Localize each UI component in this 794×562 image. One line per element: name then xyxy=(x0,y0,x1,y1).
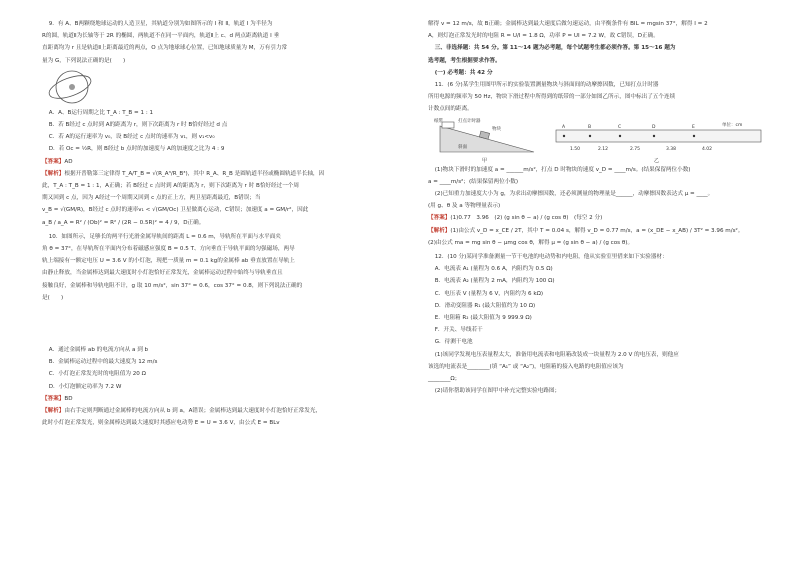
q10-line-5: 接触良好，金属棒和导轨电阻不计，g 取 10 m/s²，sin 37° = 0.6，cos 37° = 0.8，则下列说法正确的 xyxy=(42,282,303,289)
q9-answer-value: AD xyxy=(64,158,73,165)
q9-answer xyxy=(42,156,377,168)
rail-figure-area xyxy=(42,304,377,344)
label-slope: 斜面 xyxy=(458,144,467,150)
tape-unit: 单位：cm xyxy=(722,122,743,128)
q11-analysis-2: (2)由公式 ma = mg sin θ − μmg cos θ，解得 μ = (g sin θ − a) / (g cos θ)。 xyxy=(428,239,634,246)
q12-line-11: ________Ω； xyxy=(428,376,461,383)
label-block: 物块 xyxy=(492,126,501,132)
q9-analysis-5: a_B / a_A = R² / (Ob)² = R² / (2R − 0.5R)² = 4 / 9，D正确。 xyxy=(42,219,205,226)
q12-line-9: (1)该同学发现电压表量程太大，准备用电流表和电阻箱改装成一块量程为 2.0 V 的电压表，则他应 xyxy=(434,351,679,358)
q9-line-1: 9．有 A、B两颗绕地球运动的人造卫星，其轨道分别为如图所示的 Ⅰ 和 Ⅱ，轨道 Ⅰ 为半径为 xyxy=(48,21,273,27)
analysis-tag: 【解析】 xyxy=(42,408,65,415)
q9-analysis-4: v_B = √(GM/R)，B经过 c 点时的速率v₁ < √(GM/Oc) 卫星做离心运动，C错误；加速度 a = GM/r²，因此 xyxy=(42,207,309,214)
tape-dist-1: 1.50 xyxy=(570,146,581,152)
q12-line-3: B．电流表 A₂ (量程为 2 mA，内阻约为 100 Ω) xyxy=(434,278,555,285)
q12-line-7: F．开关、导线若干 xyxy=(434,327,483,334)
q11-line-2: 所用电源的频率为 50 Hz，物块下滑过程中所得到的纸带的一部分如图乙所示，图中标出了五个连续 xyxy=(428,94,676,101)
q12-line-12: (2)请你帮助该同学在图甲中补充完整实验电路图； xyxy=(434,388,561,395)
q9-line-3: 直距离均为 r 且是轨道Ⅱ上距离最近的两点，O 点为地球球心位置，已知地球质量为 M，万有引力常 xyxy=(42,45,288,52)
q9-analysis-3: 期又回到 c 点，因为 A经过一个周期又回到 c 点的正上方，两卫星距离最近，B错误；当 xyxy=(42,195,261,202)
q12-line-4: C．电压表 V (量程为 6 V，内阻约为 6 kΩ) xyxy=(434,290,544,297)
q9-option-d: D．若 Oc = ½R，则 B经过 b 点时的加速度与 A的加速度之比为 4 : 9 xyxy=(48,146,225,153)
q11-answer-value: (1)0.77 3.96 (2) (g sin θ − a) / (g cos θ) (每空 2 分) xyxy=(450,215,603,222)
tape-point-d-dot xyxy=(653,134,655,136)
q9-option-a: A．A、B运行周期之比 T_A : T_B = 1 : 1 xyxy=(48,109,154,116)
timer-box xyxy=(442,122,454,128)
q10-answer xyxy=(42,393,377,405)
q9-option-b: B．若 B经过 c 点时到 A的距离为 r，则下次距离为 r 时 B恰好经过 d 点 xyxy=(48,122,228,129)
tape-point-e: E xyxy=(692,124,695,130)
figure-b-tape xyxy=(554,116,764,164)
tape-point-d: D xyxy=(652,124,656,130)
answer-tag: 【答案】 xyxy=(42,158,65,165)
q9-analysis-2: 此，T_A : T_B = 1 : 1，A正确；若 B经过 c 点时到 A的距离为 r，则下次距离为 r 时 B恰好经过一个周 xyxy=(42,183,299,190)
q10-option-c: C．小灯泡正常发光时的电阻值为 20 Ω xyxy=(48,371,146,378)
left-column xyxy=(42,18,377,429)
q10-line-3: 轨上端接有一额定电压 U = 3.6 V 的小灯泡，现把一质量 m = 0.1 kg的金属棒 ab 垂直放置在导轨上 xyxy=(42,258,295,265)
section-title-1: 三、非选择题：共 54 分。第 11～14 题为必考题，每个试题考生都必须作答。第 15～16 题为 xyxy=(434,45,676,52)
section-title-2: 选考题，考生根据要求作答。 xyxy=(428,57,501,64)
tape-dist-2: 2.12 xyxy=(598,146,609,152)
q10-line-2: 角 θ = 37°，在导轨所在平面内分布着磁感应强度 B = 0.5 T、方向垂直于导轨平面的匀强磁场，两导 xyxy=(42,246,295,253)
q9-line-4: 量为 G，下列说法正确的是( ) xyxy=(42,57,126,64)
q11-analysis-text-1: (1)由公式 v_D = x_CE / 2T，其中 T = 0.04 s，解得 v_D = 0.77 m/s，a = (x_DE − x_AB) / 3T² = 3.96 m/s²。 xyxy=(450,227,744,234)
q12-line-2: A．电流表 A₁ (量程为 0.6 A，内阻约为 0.5 Ω) xyxy=(434,266,553,273)
analysis-tag: 【解析】 xyxy=(428,227,451,234)
q11-part-1b: a = ____m/s²；(结果保留两位小数) xyxy=(428,178,519,185)
q11-answer xyxy=(428,212,768,224)
caption-a: 甲 xyxy=(482,157,488,164)
q11-part-1: (1)物块下滑时的加速度 a = ______m/s²，打点 D 时物块的速度 v_D = ____m/s。(结果保留两位小数) xyxy=(434,166,691,173)
tape-dist-3: 2.75 xyxy=(630,146,641,152)
q10-cont-1: 解得 v = 12 m/s，故 B正确；金属棒达到最大速度后做匀速运动，由平衡条件有 BIL = mgsin 37°，解得 I = 2 xyxy=(428,21,708,27)
label-timer: 打点计时器 xyxy=(458,118,481,124)
answer-tag: 【答案】 xyxy=(42,395,65,402)
analysis-tag: 【解析】 xyxy=(42,170,65,177)
q10-analysis-2: 此时小灯泡正常发光，则金属棒达到最大速度时其感应电动势 E = U = 3.6 V，由公式 E = BLv xyxy=(42,420,280,427)
right-column xyxy=(428,18,768,397)
q12-line-5: D．滑动变阻器 R₁ (最大阻值约为 10 Ω) xyxy=(434,302,536,309)
q10-line-4: 由静止释放，当金属棒达到最大速度时小灯泡恰好正常发光，金属棒运动过程中始终与导轨垂直且 xyxy=(42,270,283,277)
tape-point-a: A xyxy=(562,124,566,130)
orbit-figure xyxy=(46,67,106,107)
q10-option-b: B．金属棒运动过程中的最大速度为 12 m/s xyxy=(48,359,158,366)
q10-analysis-text-1: 由右手定则判断通过金属棒的电流方向从 b 到 a，A错误；金属棒达到最大速度时小灯泡恰好正常发光， xyxy=(64,408,322,415)
q11-line-3: 计数点间的距离。 xyxy=(428,106,473,113)
q9-analysis-1 xyxy=(42,168,377,180)
label-paper-tape: 纸带 xyxy=(434,118,443,124)
subsection-title: (一) 必考题：共 42 分 xyxy=(434,69,493,76)
q10-line-6: 是( ) xyxy=(42,294,64,301)
tape-distances xyxy=(570,146,712,152)
q12-line-10: 该选的电流表是________(填 “A₁” 或 “A₂”)，电阻箱的接入电路的电阻值应该为 xyxy=(428,363,624,370)
tape-strip xyxy=(556,130,761,142)
q12-line-8: G．待测干电池 xyxy=(434,339,473,346)
q10-cont-2: A，则灯泡正常发光时的电阻 R = U/I = 1.8 Ω，功率 P = UI = 7.2 W，故 C错误，D正确。 xyxy=(428,33,659,40)
q9-line-2: R的圆，轨道Ⅱ为长轴等于 2R 的椭圆，两轨道不在同一平面内，轨道Ⅱ上 c、d 两点距离轨道 Ⅰ 垂 xyxy=(42,33,280,40)
q12-line-6: E．电阻箱 R₂ (最大阻值为 9 999.9 Ω) xyxy=(434,315,532,322)
q10-analysis-1 xyxy=(42,405,377,417)
q9-analysis-text-1: 根据开普勒第三定律得 T_A/T_B = √(R_A³/R_B³)，其中 R_A、R_B 是圆轨道半径或椭圆轨道半长轴，因 xyxy=(64,170,325,177)
tape-point-b: B xyxy=(588,124,592,130)
figure-a-incline xyxy=(434,116,544,164)
q11-line-1: 11．(6 分)某学生用图甲所示的实验装置测量物块与斜面间的动摩擦因数，已知打点计时器 xyxy=(434,82,659,89)
q11-analysis-1 xyxy=(428,225,768,237)
tape-point-c: C xyxy=(618,124,622,130)
caption-b: 乙 xyxy=(654,157,660,164)
tape-dist-4: 3.38 xyxy=(666,146,677,152)
tape-point-b-dot xyxy=(589,134,591,136)
q10-line-1: 10．如图所示，足够长的两平行光滑金属导轨间的距离 L = 0.6 m，导轨所在平面与水平面夹 xyxy=(48,233,281,240)
q11-part-2: (2)已知重力加速度大小为 g，为求出动摩擦因数，还必须测量的物理量是______，动摩擦因数表达式 μ = ____。 xyxy=(434,191,714,198)
q10-option-d: D．小灯泡额定功率为 7.2 W xyxy=(48,383,122,390)
q9-option-c: C．若 A的运行速率为 v₀，设 B经过 c 点时的速率为 v₁，则 v₁<v₀ xyxy=(48,134,215,141)
earth-dot xyxy=(69,84,75,90)
q10-answer-value: BD xyxy=(64,395,73,402)
tape-point-e-dot xyxy=(693,134,695,136)
tape-dist-5: 4.02 xyxy=(702,146,713,152)
tape-point-c-dot xyxy=(619,134,621,136)
answer-tag: 【答案】 xyxy=(428,215,451,222)
q12-line-1: 12．(10 分)某同学准备测量一节干电池的电动势和内电阻，他从实验室里借来如下实验器材： xyxy=(434,254,668,261)
tape-point-a-dot xyxy=(563,134,565,136)
q11-figures xyxy=(428,116,768,164)
q11-part-2b: (用 g、θ 及 a 等物理量表示) xyxy=(428,203,501,210)
q10-option-a: A．通过金属棒 ab 的电流方向从 a 到 b xyxy=(48,347,149,354)
